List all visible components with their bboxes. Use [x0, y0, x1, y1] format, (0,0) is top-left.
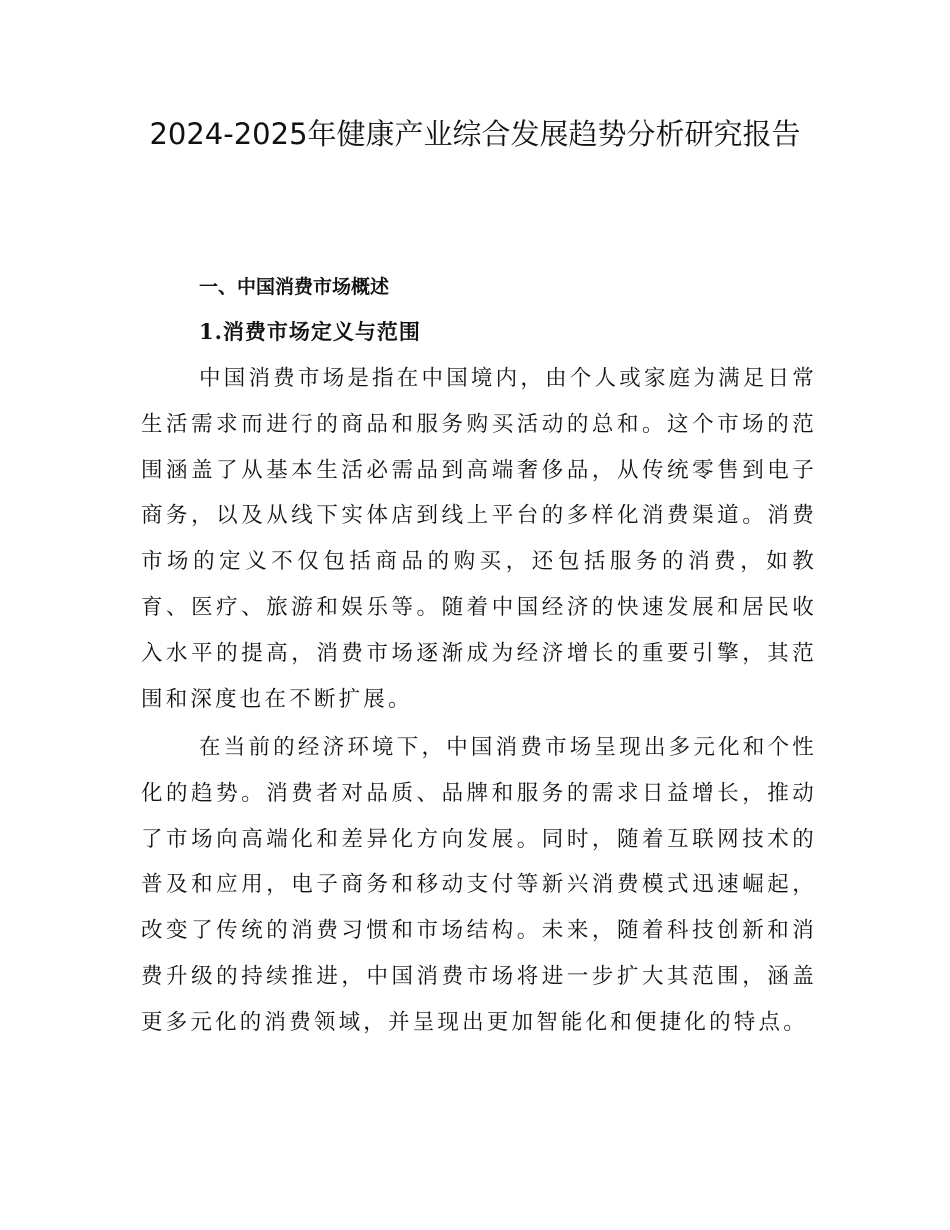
body-paragraph: 中国消费市场是指在中国境内，由个人或家庭为满足日常生活需求而进行的商品和服务购买活动的总和。这个市场的范围涵盖了从基本生活必需品到高端奢侈品，从传统零售到电子商务，以及从线下实体店到线上平台的多样化消费渠道。消费市场的定义不仅包括商品的购买，还包括服务的消费，如教育、医疗、旅游和娱乐等。随着中国经济的快速发展和居民收入水平的提高，消费市场逐渐成为经济增长的重要引擎，其范围和深度也在不断扩展。 [141, 366, 817, 712]
report-title: 2024-2025年健康产业综合发展趋势分析研究报告 [149, 117, 801, 151]
subsection-heading: 1.消费市场定义与范围 [199, 319, 421, 344]
body-paragraph: 在当前的经济环境下，中国消费市场呈现出多元化和个性化的趋势。消费者对品质、品牌和服务的需求日益增长，推动了市场向高端化和差异化方向发展。同时，随着互联网技术的普及和应用，电子商务和移动支付等新兴消费模式迅速崛起，改变了传统的消费习惯和市场结构。未来，随着科技创新和消费升级的持续推进，中国消费市场将进一步扩大其范围，涵盖更多元化的消费领域，并呈现出更加智能化和便捷化的特点。 [141, 735, 817, 1035]
section-heading: 一、中国消费市场概述 [199, 276, 390, 298]
